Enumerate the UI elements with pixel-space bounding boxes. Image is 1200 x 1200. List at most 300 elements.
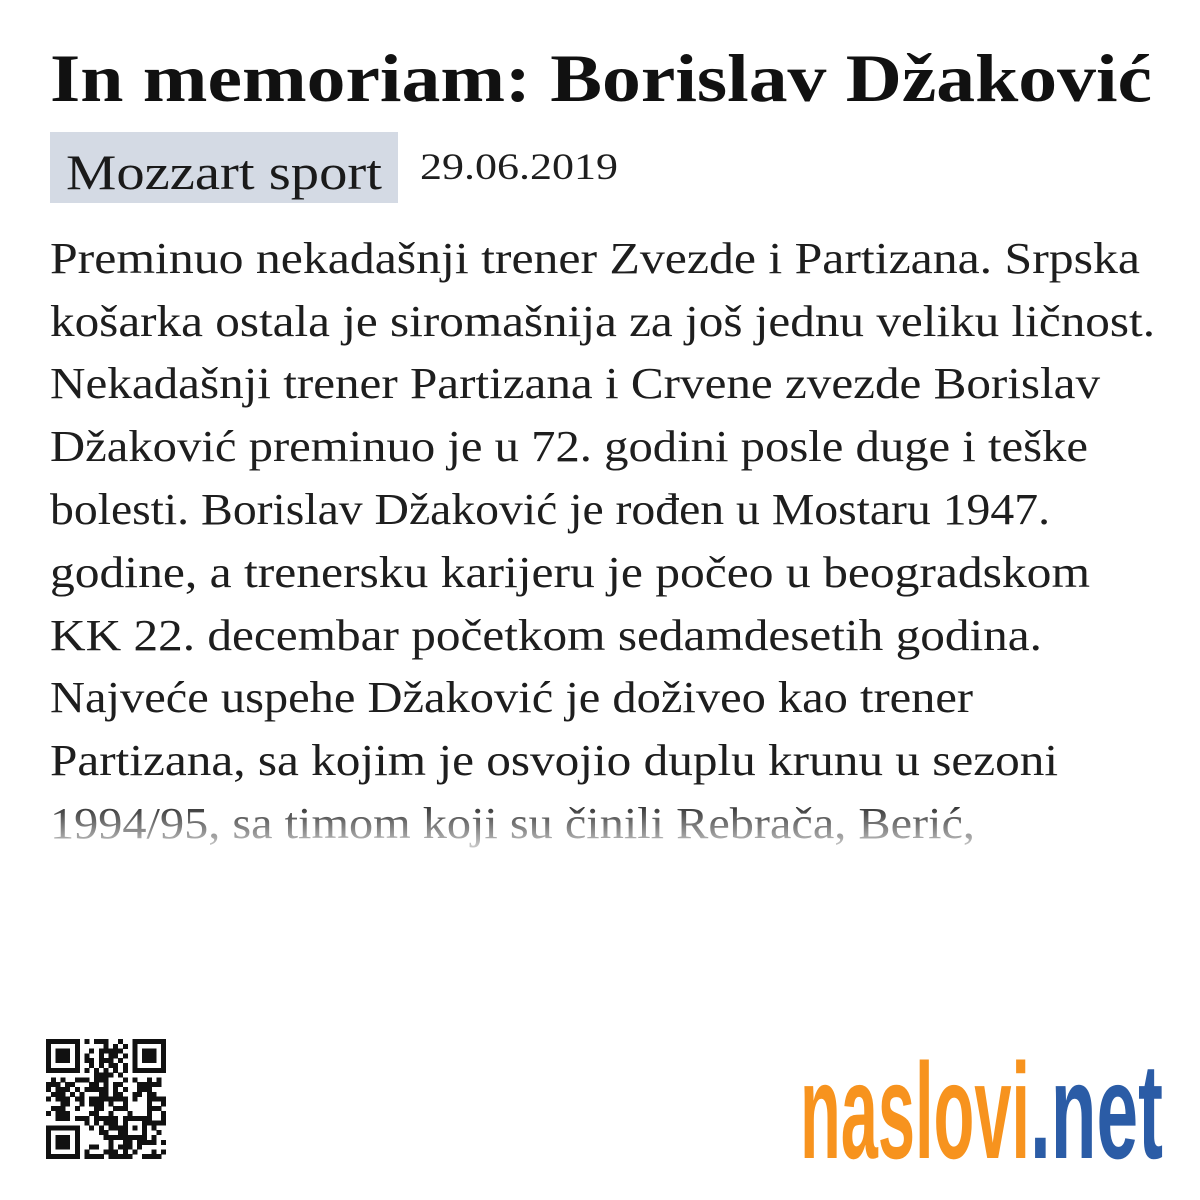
qr-module [137, 1082, 142, 1087]
qr-module [94, 1116, 99, 1121]
qr-module [108, 1121, 113, 1126]
qr-module [137, 1087, 142, 1092]
qr-code-icon [46, 1039, 166, 1159]
qr-module [118, 1154, 123, 1159]
qr-module [147, 1077, 152, 1082]
qr-module [56, 1058, 61, 1063]
qr-module [128, 1145, 133, 1150]
qr-module [51, 1082, 56, 1087]
body-line: KK 22. decembar početkom sedamdesetih godina. [50, 611, 1042, 660]
qr-module [60, 1049, 65, 1054]
qr-module [94, 1087, 99, 1092]
qr-module [51, 1039, 56, 1044]
qr-module [123, 1087, 128, 1092]
qr-module [137, 1135, 142, 1140]
qr-module [65, 1116, 70, 1121]
qr-module [118, 1039, 123, 1044]
qr-module [147, 1053, 152, 1058]
qr-module [156, 1130, 161, 1135]
qr-module [118, 1130, 123, 1135]
qr-module [142, 1087, 147, 1092]
qr-module [123, 1063, 128, 1068]
qr-module [118, 1106, 123, 1111]
qr-module [152, 1121, 157, 1126]
qr-module [70, 1092, 75, 1097]
qr-module [161, 1101, 166, 1106]
qr-module [161, 1097, 166, 1102]
qr-module [99, 1130, 104, 1135]
qr-module [99, 1116, 104, 1121]
qr-module [70, 1082, 75, 1087]
qr-module [99, 1063, 104, 1068]
qr-module [152, 1154, 157, 1159]
qr-module [118, 1145, 123, 1150]
qr-module [99, 1106, 104, 1111]
qr-module [46, 1130, 51, 1135]
source-tag [50, 132, 398, 203]
body-line: Najveće uspehe Džaković je doživeo kao trener [50, 673, 974, 722]
qr-module [142, 1125, 147, 1130]
qr-module [56, 1049, 61, 1054]
qr-module [94, 1145, 99, 1150]
qr-module [104, 1049, 109, 1054]
qr-module [99, 1073, 104, 1078]
qr-module [132, 1077, 137, 1082]
qr-module [113, 1154, 118, 1159]
qr-module [156, 1097, 161, 1102]
qr-module [104, 1058, 109, 1063]
qr-module [65, 1058, 70, 1063]
qr-module [104, 1149, 109, 1154]
qr-module [94, 1111, 99, 1116]
qr-module [152, 1092, 157, 1097]
qr-module [80, 1077, 85, 1082]
qr-module [89, 1087, 94, 1092]
body-line: Džaković preminuo je u 72. godini posle duge i teške [50, 422, 1088, 471]
qr-module [142, 1154, 147, 1159]
qr-module [70, 1125, 75, 1130]
qr-module [118, 1135, 123, 1140]
qr-module [132, 1092, 137, 1097]
qr-module [161, 1044, 166, 1049]
qr-module [84, 1077, 89, 1082]
qr-module [75, 1130, 80, 1135]
qr-module [137, 1140, 142, 1145]
qr-module [123, 1149, 128, 1154]
qr-module [118, 1092, 123, 1097]
qr-module [104, 1077, 109, 1082]
qr-module [104, 1135, 109, 1140]
source-name: Mozzart sport [66, 144, 383, 200]
body-line: Preminuo nekadašnji trener Zvezde i Partizana. Srpska [50, 234, 1140, 283]
qr-module [123, 1130, 128, 1135]
publish-date: 29.06.2019 [420, 147, 618, 188]
qr-module [80, 1116, 85, 1121]
qr-module [161, 1039, 166, 1044]
qr-module [56, 1068, 61, 1073]
qr-module [65, 1068, 70, 1073]
qr-module [80, 1101, 85, 1106]
article-body [50, 234, 1155, 848]
qr-module [60, 1097, 65, 1102]
qr-module [108, 1154, 113, 1159]
qr-module [51, 1068, 56, 1073]
body-line: Nekadašnji trener Partizana i Crvene zvezde Borislav [50, 359, 1100, 408]
qr-module [147, 1087, 152, 1092]
qr-module [99, 1053, 104, 1058]
qr-module [65, 1140, 70, 1145]
qr-module [147, 1058, 152, 1063]
qr-module [46, 1058, 51, 1063]
qr-module [123, 1116, 128, 1121]
qr-module [123, 1145, 128, 1150]
qr-module [132, 1039, 137, 1044]
qr-module [89, 1154, 94, 1159]
qr-module [113, 1097, 118, 1102]
qr-module [161, 1111, 166, 1116]
qr-module [132, 1125, 137, 1130]
qr-module [99, 1039, 104, 1044]
qr-module [113, 1082, 118, 1087]
qr-module [84, 1121, 89, 1126]
qr-module [94, 1073, 99, 1078]
qr-module [46, 1063, 51, 1068]
qr-module [56, 1039, 61, 1044]
qr-module [156, 1068, 161, 1073]
qr-module [142, 1116, 147, 1121]
qr-module [108, 1125, 113, 1130]
qr-module [118, 1049, 123, 1054]
body-line: 1994/95, sa timom koji su činili Rebrača, Berić, [50, 799, 975, 848]
qr-module [161, 1068, 166, 1073]
qr-module [60, 1087, 65, 1092]
qr-module [99, 1058, 104, 1063]
qr-module [118, 1097, 123, 1102]
qr-module [65, 1111, 70, 1116]
qr-module [132, 1116, 137, 1121]
qr-module [128, 1135, 133, 1140]
qr-module [113, 1068, 118, 1073]
qr-module [84, 1053, 89, 1058]
qr-module [142, 1053, 147, 1058]
qr-module [104, 1073, 109, 1078]
qr-module [137, 1039, 142, 1044]
qr-module [104, 1082, 109, 1087]
qr-module [56, 1135, 61, 1140]
qr-module [156, 1039, 161, 1044]
qr-module [104, 1087, 109, 1092]
qr-module [99, 1101, 104, 1106]
qr-module [60, 1125, 65, 1130]
qr-module [108, 1058, 113, 1063]
qr-module [75, 1125, 80, 1130]
qr-module [56, 1125, 61, 1130]
qr-module [94, 1106, 99, 1111]
qr-module [84, 1039, 89, 1044]
qr-module [161, 1121, 166, 1126]
qr-module [46, 1049, 51, 1054]
qr-module [113, 1053, 118, 1058]
qr-module [156, 1077, 161, 1082]
qr-module [113, 1044, 118, 1049]
qr-module [65, 1125, 70, 1130]
qr-module [46, 1097, 51, 1102]
qr-module [94, 1082, 99, 1087]
body-line: godine, a trenersku karijeru je počeo u beogradskom [50, 548, 1090, 597]
qr-module [118, 1058, 123, 1063]
qr-module [161, 1049, 166, 1054]
qr-module [65, 1087, 70, 1092]
qr-module [104, 1068, 109, 1073]
site-logo [800, 1035, 1163, 1187]
qr-module [94, 1154, 99, 1159]
qr-module [80, 1092, 85, 1097]
qr-module [152, 1053, 157, 1058]
qr-module [46, 1154, 51, 1159]
qr-module [60, 1145, 65, 1150]
qr-module [89, 1111, 94, 1116]
qr-module [137, 1068, 142, 1073]
qr-module [132, 1068, 137, 1073]
qr-module [152, 1058, 157, 1063]
qr-module [89, 1063, 94, 1068]
qr-module [104, 1092, 109, 1097]
qr-module [70, 1154, 75, 1159]
qr-module [142, 1121, 147, 1126]
qr-module [75, 1053, 80, 1058]
qr-module [60, 1154, 65, 1159]
qr-module [152, 1140, 157, 1145]
qr-module [128, 1111, 133, 1116]
qr-module [89, 1125, 94, 1130]
qr-module [161, 1063, 166, 1068]
qr-module [113, 1049, 118, 1054]
qr-module [118, 1082, 123, 1087]
qr-module [147, 1049, 152, 1054]
qr-module [99, 1087, 104, 1092]
qr-module [46, 1125, 51, 1130]
qr-module [147, 1101, 152, 1106]
qr-module [89, 1049, 94, 1054]
qr-module [128, 1140, 133, 1145]
qr-module [108, 1063, 113, 1068]
qr-module [56, 1097, 61, 1102]
qr-module [152, 1149, 157, 1154]
qr-module [142, 1068, 147, 1073]
logo-name: naslovi [800, 1035, 1030, 1187]
qr-module [142, 1049, 147, 1054]
qr-module [113, 1116, 118, 1121]
qr-module [56, 1116, 61, 1121]
qr-module [104, 1044, 109, 1049]
qr-module [56, 1092, 61, 1097]
qr-module [161, 1140, 166, 1145]
qr-module [94, 1097, 99, 1102]
qr-module [65, 1039, 70, 1044]
qr-module [94, 1039, 99, 1044]
qr-module [152, 1125, 157, 1130]
qr-module [80, 1097, 85, 1102]
qr-module [75, 1077, 80, 1082]
qr-module [65, 1053, 70, 1058]
qr-module [142, 1058, 147, 1063]
qr-module [46, 1135, 51, 1140]
qr-module [108, 1135, 113, 1140]
qr-module [89, 1097, 94, 1102]
qr-module [94, 1121, 99, 1126]
qr-module [84, 1149, 89, 1154]
body-line: bolesti. Borislav Džaković je rođen u Mostaru 1947. [50, 485, 1050, 534]
qr-module [99, 1049, 104, 1054]
qr-module [60, 1101, 65, 1106]
qr-module [75, 1140, 80, 1145]
qr-module [156, 1154, 161, 1159]
qr-module [46, 1111, 51, 1116]
qr-module [108, 1111, 113, 1116]
qr-module [46, 1082, 51, 1087]
qr-module [161, 1053, 166, 1058]
qr-module [147, 1111, 152, 1116]
qr-module [60, 1039, 65, 1044]
body-line: Partizana, sa kojim je osvojio duplu krunu u sezoni [50, 736, 1058, 785]
qr-module [89, 1082, 94, 1087]
qr-module [113, 1106, 118, 1111]
qr-module [123, 1053, 128, 1058]
logo-domain: .net [1030, 1035, 1163, 1187]
qr-module [46, 1068, 51, 1073]
qr-module [51, 1125, 56, 1130]
qr-module [152, 1039, 157, 1044]
qr-module [99, 1125, 104, 1130]
qr-module [113, 1125, 118, 1130]
qr-module [152, 1082, 157, 1087]
qr-module [147, 1092, 152, 1097]
qr-module [104, 1130, 109, 1135]
qr-module [65, 1101, 70, 1106]
qr-module [75, 1087, 80, 1092]
qr-module [113, 1121, 118, 1126]
qr-module [65, 1145, 70, 1150]
qr-module [113, 1063, 118, 1068]
body-line: košarka ostala je siromašnija za još jednu veliku ličnost. [50, 297, 1155, 346]
qr-module [60, 1111, 65, 1116]
qr-module [142, 1039, 147, 1044]
qr-module [108, 1140, 113, 1145]
qr-module [104, 1116, 109, 1121]
qr-module [152, 1097, 157, 1102]
qr-module [89, 1058, 94, 1063]
qr-module [99, 1097, 104, 1102]
qr-module [147, 1106, 152, 1111]
qr-module [60, 1106, 65, 1111]
qr-module [84, 1116, 89, 1121]
qr-module [108, 1053, 113, 1058]
qr-module [75, 1058, 80, 1063]
qr-module [99, 1092, 104, 1097]
qr-module [60, 1068, 65, 1073]
qr-module [84, 1058, 89, 1063]
qr-module [65, 1049, 70, 1054]
qr-module [89, 1145, 94, 1150]
qr-module [60, 1077, 65, 1082]
qr-module [60, 1116, 65, 1121]
qr-module [104, 1121, 109, 1126]
qr-module [46, 1149, 51, 1154]
qr-module [147, 1097, 152, 1102]
qr-module [104, 1097, 109, 1102]
qr-module [75, 1044, 80, 1049]
qr-module [65, 1154, 70, 1159]
qr-module [108, 1073, 113, 1078]
qr-module [89, 1101, 94, 1106]
qr-module [142, 1130, 147, 1135]
qr-module [137, 1145, 142, 1150]
qr-module [75, 1149, 80, 1154]
qr-module [108, 1097, 113, 1102]
qr-module [132, 1044, 137, 1049]
qr-module [60, 1092, 65, 1097]
qr-module [51, 1106, 56, 1111]
qr-module [132, 1063, 137, 1068]
qr-module [84, 1068, 89, 1073]
qr-module [132, 1049, 137, 1054]
qr-module [152, 1068, 157, 1073]
qr-module [84, 1087, 89, 1092]
qr-module [70, 1068, 75, 1073]
qr-module [46, 1140, 51, 1145]
qr-module [118, 1125, 123, 1130]
qr-module [84, 1154, 89, 1159]
qr-module [123, 1125, 128, 1130]
qr-module [56, 1154, 61, 1159]
qr-module [75, 1063, 80, 1068]
qr-module [75, 1145, 80, 1150]
qr-module [60, 1135, 65, 1140]
qr-module [113, 1135, 118, 1140]
qr-module [75, 1106, 80, 1111]
qr-module [156, 1106, 161, 1111]
qr-module [51, 1077, 56, 1082]
qr-module [94, 1068, 99, 1073]
qr-module [108, 1149, 113, 1154]
qr-module [132, 1149, 137, 1154]
qr-module [123, 1135, 128, 1140]
qr-module [56, 1087, 61, 1092]
qr-module [75, 1049, 80, 1054]
qr-module [156, 1082, 161, 1087]
qr-module [108, 1049, 113, 1054]
qr-module [94, 1077, 99, 1082]
qr-module [56, 1111, 61, 1116]
qr-module [75, 1068, 80, 1073]
qr-module [60, 1053, 65, 1058]
qr-module [60, 1058, 65, 1063]
qr-module [46, 1087, 51, 1092]
qr-module [104, 1039, 109, 1044]
qr-module [99, 1077, 104, 1082]
qr-module [132, 1135, 137, 1140]
qr-module [123, 1121, 128, 1126]
qr-module [56, 1140, 61, 1145]
qr-module [46, 1053, 51, 1058]
qr-module [75, 1116, 80, 1121]
qr-module [161, 1058, 166, 1063]
qr-module [113, 1149, 118, 1154]
qr-module [132, 1058, 137, 1063]
qr-module [132, 1097, 137, 1102]
qr-module [94, 1101, 99, 1106]
qr-module [123, 1097, 128, 1102]
